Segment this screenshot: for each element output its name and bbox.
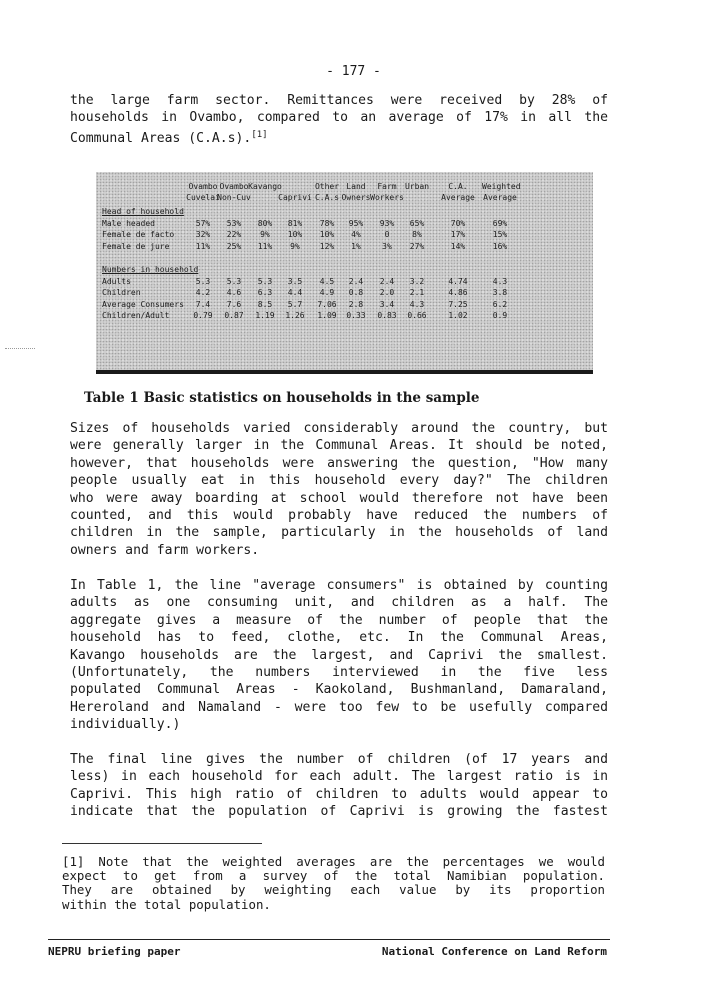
table-cell: 25% [226, 241, 242, 251]
paragraph-line: individually.) [70, 717, 181, 733]
paragraph-line: populated Communal Areas - Kaokoland, Bushmanland, Damaraland, [70, 682, 608, 698]
footer-divider [48, 939, 610, 940]
table-cell: 3.8 [492, 288, 508, 297]
table-cell: 4.74 [448, 276, 468, 286]
table-cell: 15% [492, 230, 508, 239]
table-row-label: Female de facto [102, 230, 175, 239]
table-cell: 93% [379, 218, 395, 228]
table-cell: Average [441, 193, 475, 202]
table-cell: Average [483, 193, 517, 202]
table-cell: 10% [287, 230, 303, 239]
table-row-label: Male headed [102, 218, 155, 228]
footer-conference: National Conference on Land Reform [381, 945, 607, 958]
table-cell: Other [314, 182, 340, 191]
paragraph-line: household has to feed, clothe, etc. In the Communal Areas, [70, 630, 608, 646]
table-row-label: Children/Adult [102, 311, 170, 320]
table-section-label: Head of household [102, 207, 184, 216]
table-cell: Ovambo [219, 182, 249, 191]
table-cell: 27% [409, 241, 425, 251]
table-cell: 4.3 [409, 299, 425, 309]
table-row-label: Average Consumers [102, 299, 184, 309]
table-cell: 14% [450, 241, 466, 251]
table-cell: 2.4 [348, 276, 364, 286]
table-cell: 7.06 [317, 299, 337, 309]
table-cell: Farm [377, 182, 397, 191]
table-cell: 11% [195, 241, 211, 251]
table-cell: 1.19 [255, 311, 275, 320]
paragraph-line: who were away boarding at school would therefore not have been [70, 490, 608, 506]
table-cell: 4.6 [226, 288, 242, 297]
table-cell: 9% [290, 241, 300, 251]
table-row-label: Adults [102, 276, 131, 286]
paragraph-children-ratio [70, 751, 608, 821]
table-cell: 2.0 [379, 288, 395, 297]
intro-line: households in Ovambo, compared to an average of 17% in all the [70, 110, 608, 126]
table-cell: 4.3 [492, 276, 508, 286]
table-header-row [96, 193, 593, 204]
table-cell: 16% [492, 241, 508, 251]
table-cell: 3.2 [409, 276, 425, 286]
table-cell: Caprivi [278, 193, 312, 202]
table-cell: 1.26 [285, 311, 305, 320]
table-row [96, 277, 593, 288]
table-row [96, 311, 593, 322]
table-cell: 78% [319, 218, 335, 228]
intro-line-text: Communal Areas (C.A.s). [70, 130, 252, 146]
paragraph-line: less) in each household for each adult. The largest ratio is in [70, 769, 608, 785]
table-cell: Workers [370, 193, 404, 202]
table-caption: Table 1 Basic statistics on households in the sample [84, 390, 480, 406]
paragraph-line: The final line gives the number of children (of 17 years and [70, 752, 608, 767]
footnote-reference: [1] [251, 129, 268, 140]
table-cell: C.A. [448, 182, 468, 191]
table-cell: 0.8 [348, 288, 364, 297]
table-header-row [96, 182, 593, 193]
paragraph-line: children in the sample, particularly in the households of land [70, 525, 608, 541]
table-cell: Weighted [482, 182, 521, 191]
table-cell: 4.9 [319, 288, 335, 297]
table-cell: 70% [450, 218, 466, 228]
table-cell: 4.5 [319, 276, 335, 286]
table-cell: 1% [351, 241, 361, 251]
table-cell: 3.4 [379, 299, 395, 309]
table-cell: 7.4 [195, 299, 211, 309]
table-cell: 0.79 [193, 311, 213, 320]
table-cell: C.A.s [314, 193, 340, 202]
table-row [96, 288, 593, 299]
footnote-divider [62, 843, 262, 844]
table-cell: Non-Cuv [217, 193, 251, 202]
table-cell: 22% [226, 230, 242, 239]
table-cell: Ovambo [188, 182, 218, 191]
table-cell: 0.87 [224, 311, 244, 320]
table-cell: 7.6 [226, 299, 242, 309]
table-cell: Urban [404, 182, 430, 191]
table-cell: 11% [257, 241, 273, 251]
table-cell: 3% [382, 241, 392, 251]
table-cell: 5.3 [257, 276, 273, 286]
table-row-label: Female de jure [102, 241, 170, 251]
table-cell: 6.2 [492, 299, 508, 309]
table-cell: 5.7 [287, 299, 303, 309]
intro-line-last [70, 127, 608, 147]
table-cell: 0.83 [377, 311, 397, 320]
intro-paragraph [70, 92, 608, 147]
paragraph-line: owners and farm workers. [70, 542, 260, 558]
paragraph-household-sizes [70, 420, 608, 559]
paragraph-average-consumers [70, 577, 608, 734]
paragraph-line: aggregate gives a measure of the number of people that the [70, 612, 608, 628]
table-cell: 32% [195, 230, 211, 239]
scan-artifact [5, 348, 35, 350]
paragraph-line: people usually eat in this household every day?" The children [70, 473, 608, 489]
table-cell: 0.33 [346, 311, 366, 320]
table-cell: 3.5 [287, 276, 303, 286]
table-cell: 6.3 [257, 288, 273, 297]
table-cell: 1.09 [317, 311, 337, 320]
intro-line: the large farm sector. Remittances were received by 28% of [70, 93, 608, 108]
table-cell: 5.3 [195, 276, 211, 286]
table-row [96, 300, 593, 311]
paragraph-line: In Table 1, the line "average consumers" is obtained by counting [70, 578, 608, 593]
paragraph-line: however, that households were answering the question, "How many [70, 455, 608, 471]
table-cell: 2.4 [379, 276, 395, 286]
table-cell: 0 [384, 230, 390, 239]
paragraph-line: indicate that the population of Caprivi is growing the fastest [70, 804, 608, 820]
table-cell: 7.25 [448, 299, 468, 309]
table-section-row [96, 207, 593, 218]
table-row [96, 219, 593, 230]
paragraph-line: Kavango households are the largest, and Caprivi the smallest. [70, 647, 608, 663]
table-cell: 4.2 [195, 288, 211, 297]
table-cell: 53% [226, 218, 242, 228]
table-cell: 4% [351, 230, 361, 239]
table-cell: 5.3 [226, 276, 242, 286]
table-section-label: Numbers in household [102, 265, 199, 274]
table-cell: 4.86 [448, 288, 468, 297]
table-cell: 0.9 [492, 311, 508, 320]
table-section-row [96, 265, 593, 276]
paragraph-line: Sizes of households varied considerably around the country, but [70, 421, 608, 436]
paragraph-line: Caprivi. This high ratio of children to adults would appear to [70, 786, 608, 802]
table-cell: 12% [319, 241, 335, 251]
paragraph-line: adults as one consuming unit, and children as a half. The [70, 595, 608, 611]
table-row [96, 242, 593, 253]
page-number: - 177 - [326, 64, 381, 79]
table-cell: 80% [257, 218, 273, 228]
table-cell: 4.4 [287, 288, 303, 297]
table-cell: 65% [409, 218, 425, 228]
table-cell: 2.8 [348, 299, 364, 309]
table-cell: 17% [450, 230, 466, 239]
paragraph-line: counted, and this would probably have reduced the numbers of [70, 508, 608, 524]
paragraph-line: (Unfortunately, the numbers interviewed in the five less [70, 665, 608, 681]
table-cell: 9% [260, 230, 270, 239]
table-cell: Land [346, 182, 366, 191]
paragraph-line: were generally larger in the Communal Areas. It should be noted, [70, 438, 608, 454]
table-row-label: Children [102, 288, 141, 297]
table-cell: 81% [287, 218, 303, 228]
footnote-line: expect to get from a survey of the total Namibian population. [62, 868, 605, 884]
table-row [96, 230, 593, 241]
table-cell: 69% [492, 218, 508, 228]
table-cell: 10% [319, 230, 335, 239]
footnote-line: They are obtained by weighting each value by its proportion [62, 882, 605, 898]
table-cell: 0.66 [407, 311, 427, 320]
table-cell: 8.5 [257, 299, 273, 309]
statistics-table [96, 172, 593, 374]
table-cell: Cuvelai [186, 193, 220, 202]
table-cell: 95% [348, 218, 364, 228]
table-cell: Kavango [248, 182, 282, 191]
footer-publication: NEPRU briefing paper [48, 945, 181, 958]
footnote-line: within the total population. [62, 896, 271, 912]
footnote-line: [1] Note that the weighted averages are the percentages we would [62, 854, 605, 869]
table-cell: 8% [412, 230, 422, 239]
paragraph-line: Hereroland and Namaland - were too few to be usefully compared [70, 699, 608, 715]
table-cell: 2.1 [409, 288, 425, 297]
table-cell: 1.02 [448, 311, 468, 320]
table-cell: Owners [341, 193, 371, 202]
footnote [62, 855, 605, 912]
table-cell: 57% [195, 218, 211, 228]
